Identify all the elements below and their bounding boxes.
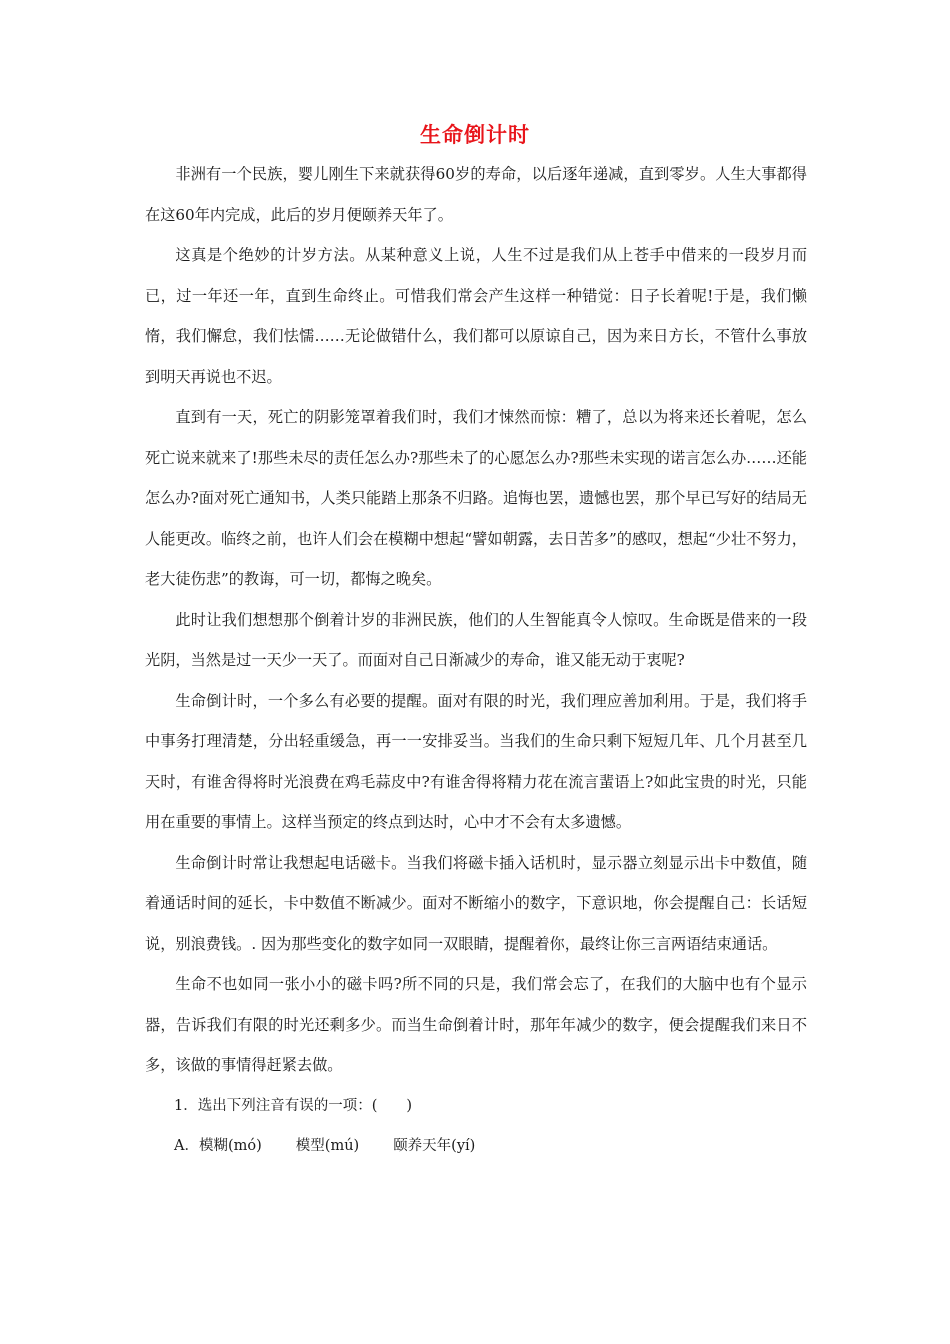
paragraph-4: 此时让我们想想那个倒着计岁的非洲民族，他们的人生智能真令人惊叹。生命既是借来的一段光阴，当然是过一天少一天了。而面对自己日渐减少的寿命，谁又能无动于衷呢? (145, 610, 807, 669)
document-title: 生命倒计时 (420, 123, 530, 147)
paragraph-7: 生命不也如同一张小小的磁卡吗?所不同的只是，我们常会忘了，在我们的大脑中也有个显示器，告诉我们有限的时光还剩多少。而当生命倒着计时，那年年减少的数字，便会提醒我们来日不多，该做的事情得赶紧去做。 (145, 975, 807, 1074)
question-1-option-a (145, 1126, 807, 1167)
option-a-item-2: 模型(mú) (295, 1138, 360, 1154)
document-body (145, 154, 807, 1167)
question-1: 1．选出下列注音有误的一项：( ) (174, 1097, 413, 1114)
paragraph-2: 这真是个绝妙的计岁方法。从某种意义上说，人生不过是我们从上苍手中借来的一段岁月而已，过一年还一年，直到生命终止。可惜我们常会产生这样一种错觉：日子长着呢!于是，我们懒惰，我们懈怠，我们怯懦……无论做错什么，我们都可以原谅自己，因为来日方长，不管什么事放到明天再说也不迟。 (145, 246, 807, 386)
paragraph-5: 生命倒计时，一个多么有必要的提醒。面对有限的时光，我们理应善加利用。于是，我们将手中事务打理清楚，分出轻重缓急，再一一安排妥当。当我们的生命只剩下短短几年、几个月甚至几天时，有谁舍得将时光浪费在鸡毛蒜皮中?有谁舍得将精力花在流言蜚语上?如此宝贵的时光，只能用在重要的事情上。这样当预定的终点到达时，心中才不会有太多遗憾。 (145, 691, 807, 831)
paragraph-3: 直到有一天，死亡的阴影笼罩着我们时，我们才悚然而惊：糟了，总以为将来还长着呢，怎么死亡说来就来了!那些未尽的责任怎么办?那些未了的心愿怎么办?那些未实现的诺言怎么办……还能怎么办?面对死亡通知书，人类只能踏上那条不归路。追悔也罢，遗憾也罢，那个早已写好的结局无人能更改。临终之前，也许人们会在模糊中想起“譬如朝露，去日苦多”的感叹，想起“少壮不努力，老大徒伤悲”的教诲，可一切，都悔之晚矣。 (145, 408, 807, 588)
option-a-item-1: 模糊(mó) (198, 1138, 262, 1154)
option-a-item-3: 颐养天年(yí) (393, 1138, 476, 1154)
option-a-label: A． (174, 1138, 199, 1154)
paragraph-1: 非洲有一个民族，婴儿刚生下来就获得60岁的寿命，以后逐年递减，直到零岁。人生大事都得在这60年内完成，此后的岁月便颐养天年了。 (145, 165, 807, 224)
paragraph-6: 生命倒计时常让我想起电话磁卡。当我们将磁卡插入话机时，显示器立刻显示出卡中数值，随着通话时间的延长，卡中数值不断减少。面对不断缩小的数字，下意识地，你会提醒自己：长话短说，别浪费钱。. 因为那些变化的数字如同一双眼睛，提醒着你，最终让你三言两语结束通话。 (145, 853, 807, 953)
